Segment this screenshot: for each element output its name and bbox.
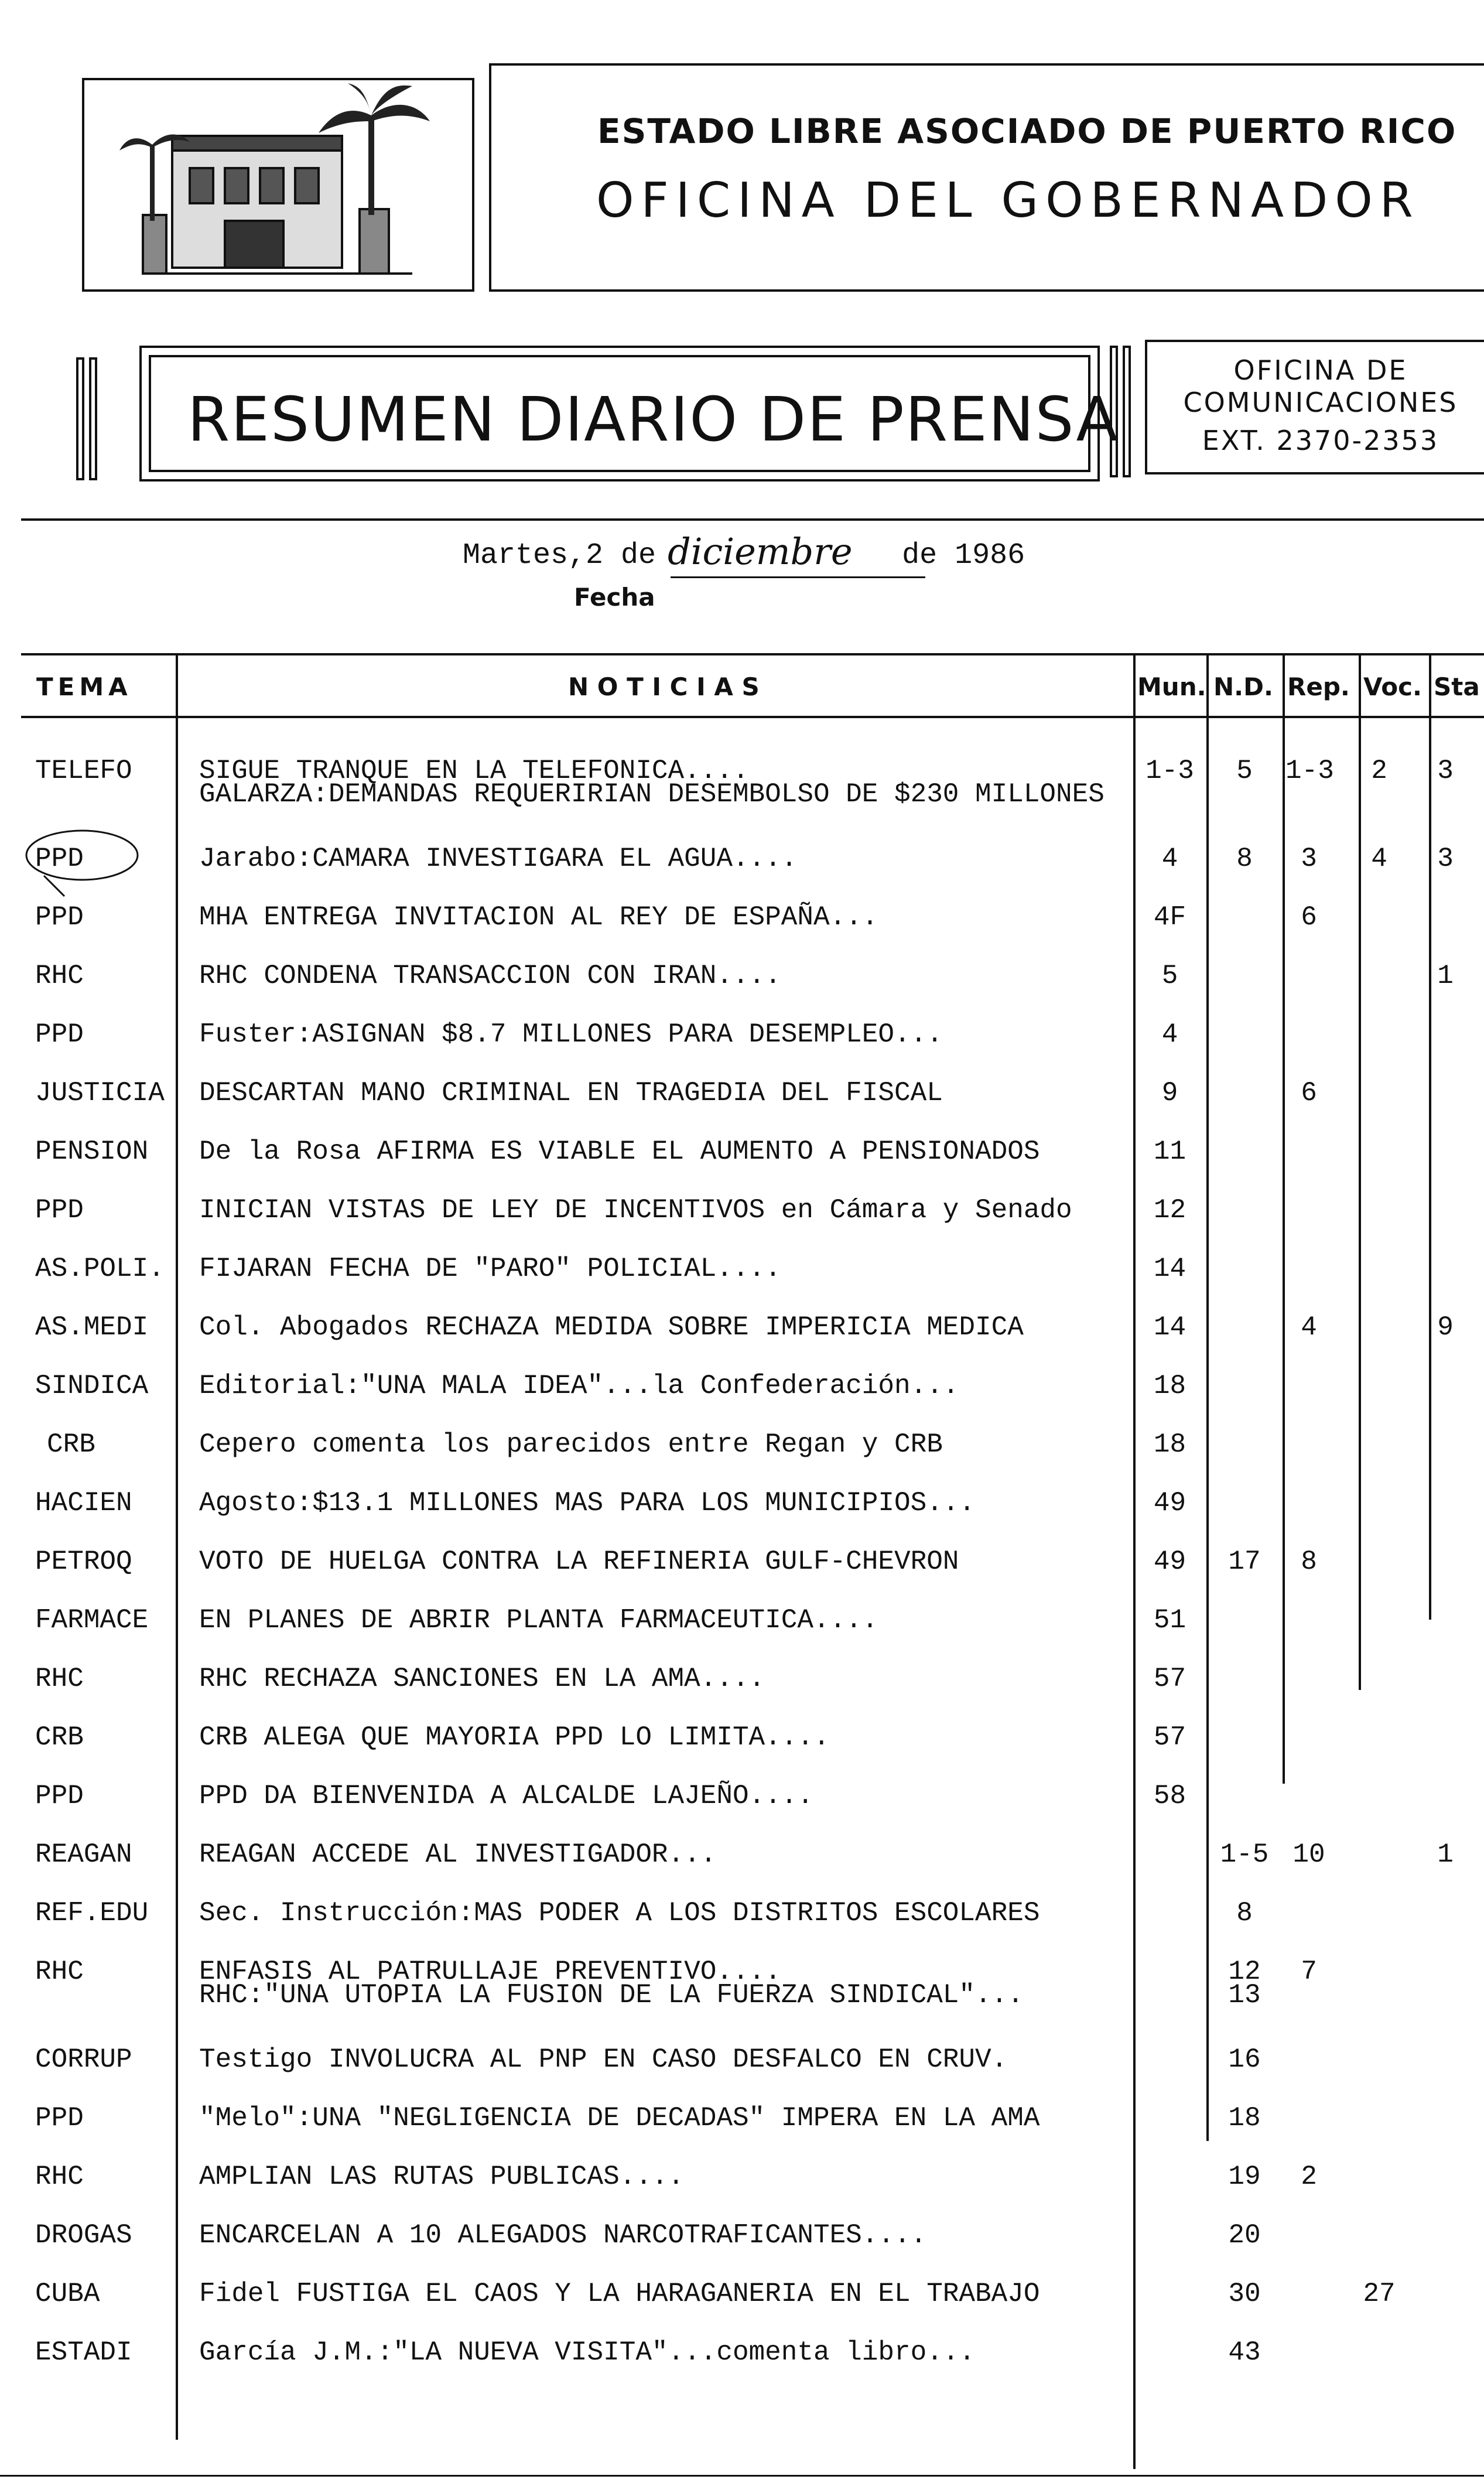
comms-line2: COMUNICACIONES: [1183, 387, 1458, 418]
header-mun: Mun.: [1137, 672, 1206, 701]
fecha-prefix: Martes,2 de: [463, 539, 656, 572]
mun-cell: [1136, 2337, 1203, 2372]
header-sta: Sta: [1434, 672, 1480, 701]
voc-cell: [1362, 1195, 1397, 1230]
tema-cell: PPD: [35, 1195, 84, 1225]
sta-cell: 3: [1437, 756, 1454, 786]
sta-cell: [1434, 1722, 1457, 1757]
noticia-cell: ENCARCELAN A 10 ALEGADOS NARCOTRAFICANTES....: [199, 2220, 927, 2251]
voc-cell: [1362, 1078, 1397, 1113]
voc-cell: [1362, 1488, 1397, 1523]
fecha-suffix: de 1986: [902, 539, 1025, 572]
tema-cell: PENSION: [35, 1136, 149, 1167]
nd-cell: [1209, 902, 1280, 937]
header-voc: Voc.: [1363, 672, 1422, 701]
tema-cell: REAGAN: [35, 1839, 132, 1870]
bottom-rule: [0, 2475, 1484, 2477]
comms-line3: EXT. 2370-2353: [1202, 425, 1439, 456]
tema-cell: CRB: [35, 1722, 84, 1753]
rep-cell: [1285, 1429, 1332, 1464]
mun-cell: [1136, 2103, 1203, 2138]
tema-cell: HACIEN: [35, 1488, 132, 1518]
table-header-top-rule: [21, 653, 1484, 655]
col-divider-mun: [1133, 653, 1136, 2469]
col-divider-nd: [1206, 653, 1209, 2141]
nd-cell: [1209, 1781, 1280, 1816]
logo-frame: [82, 78, 474, 292]
nd-cell: [1209, 1722, 1280, 1757]
noticia-cell: Jarabo:CAMARA INVESTIGARA EL AGUA....: [199, 844, 798, 874]
mun-cell: 4: [1161, 844, 1178, 874]
noticia-cell: FIJARAN FECHA DE "PARO" POLICIAL....: [199, 1254, 781, 1284]
sta-cell: [1434, 1429, 1457, 1464]
sta-cell: [1434, 1898, 1457, 1933]
voc-cell: [1362, 1136, 1397, 1172]
nd-cell: [1209, 1429, 1280, 1464]
tema-cell: ESTADI: [35, 2337, 132, 2368]
sta-cell: [1434, 2220, 1457, 2255]
voc-cell: [1362, 2103, 1397, 2138]
sta-cell: [1434, 2161, 1457, 2197]
estado-heading: ESTADO LIBRE ASOCIADO DE PUERTO RICO: [597, 111, 1457, 151]
noticia-cell: Cepero comenta los parecidos entre Regan y CRB: [199, 1429, 943, 1460]
voc-cell: [1362, 1781, 1397, 1816]
voc-cell: [1362, 1664, 1397, 1699]
tema-cell: RHC: [35, 1664, 84, 1694]
rep-cell: 2: [1301, 2161, 1317, 2192]
tema-cell: PPD: [35, 1019, 84, 1050]
sta-cell: [1434, 1019, 1457, 1054]
rep-cell: [1285, 2279, 1332, 2314]
voc-cell: [1362, 1956, 1397, 1992]
tema-cell: PPD: [35, 844, 84, 874]
sta-cell: [1434, 1546, 1457, 1582]
sta-cell: [1434, 1136, 1457, 1172]
rep-cell: [1285, 1254, 1332, 1289]
tema-cell: RHC: [35, 2161, 84, 2192]
rep-cell: [1285, 1195, 1332, 1230]
sta-cell: 3: [1437, 844, 1454, 874]
voc-cell: [1362, 902, 1397, 937]
mun-cell: 1-3: [1146, 756, 1194, 786]
voc-cell: [1362, 1371, 1397, 1406]
rep-cell: [1285, 2103, 1332, 2138]
col-divider-tema: [176, 653, 178, 2440]
noticia-cell: RHC CONDENA TRANSACCION CON IRAN....: [199, 961, 781, 991]
sta-cell: [1434, 902, 1457, 937]
noticia-cell: PPD DA BIENVENIDA A ALCALDE LAJEÑO....: [199, 1781, 813, 1811]
tema-cell: AS.MEDI: [35, 1312, 149, 1343]
nd-cell: 8: [1236, 844, 1253, 874]
noticia-cell: REAGAN ACCEDE AL INVESTIGADOR...: [199, 1839, 717, 1870]
tema-cell: PPD: [35, 2103, 84, 2133]
nd-cell: [1209, 1664, 1280, 1699]
sta-cell: [1434, 2103, 1457, 2138]
mun-cell: 11: [1153, 1136, 1186, 1167]
governor-house-logo: [84, 80, 472, 289]
noticia-cell: Fuster:ASIGNAN $8.7 MILLONES PARA DESEMPLEO...: [199, 1019, 943, 1050]
sta-cell: 1: [1437, 1839, 1454, 1870]
table-header-bottom-rule: [21, 716, 1484, 718]
noticia-cell: ENFASIS AL PATRULLAJE PREVENTIVO....: [199, 1956, 781, 1987]
date-underline: [671, 576, 925, 578]
header-nd: N.D.: [1213, 672, 1273, 701]
voc-cell: [1362, 1312, 1397, 1347]
rep-cell: 6: [1301, 1078, 1317, 1108]
rep-cell: 3: [1301, 844, 1317, 874]
mun-cell: [1136, 1898, 1203, 1933]
voc-cell: [1362, 1722, 1397, 1757]
mun-cell: 4F: [1153, 902, 1186, 933]
noticia-cell: Agosto:$13.1 MILLONES MAS PARA LOS MUNICIPIOS...: [199, 1488, 976, 1518]
tema-cell: CORRUP: [35, 2044, 132, 2075]
sta-cell: 1: [1437, 961, 1454, 991]
noticia-cell: De la Rosa AFIRMA ES VIABLE EL AUMENTO A PENSIONADOS: [199, 1136, 1040, 1167]
voc-cell: [1362, 2161, 1397, 2197]
sta-cell: [1434, 1605, 1457, 1640]
mun-cell: 14: [1153, 1312, 1186, 1343]
rep-cell: [1285, 1898, 1332, 1933]
nd-cell: 8: [1236, 1898, 1253, 1928]
voc-cell: [1362, 961, 1397, 996]
nd-cell: 20: [1228, 2220, 1261, 2251]
noticia-cell: INICIAN VISTAS DE LEY DE INCENTIVOS en Cámara y Senado: [199, 1195, 1072, 1225]
header-rep: Rep.: [1287, 672, 1350, 701]
tema-cell: PPD: [35, 902, 84, 933]
noticia-cell: CRB ALEGA QUE MAYORIA PPD LO LIMITA....: [199, 1722, 830, 1753]
sta-cell: [1434, 2279, 1457, 2314]
voc-cell: 4: [1371, 844, 1387, 874]
noticia-cell: García J.M.:"LA NUEVA VISITA"...comenta libro...: [199, 2337, 976, 2368]
nd-cell: [1209, 1195, 1280, 1230]
voc-cell: 2: [1371, 756, 1387, 786]
sta-cell: [1434, 1371, 1457, 1406]
nd-cell: [1209, 1078, 1280, 1113]
nd-cell-line2: 13: [1228, 1980, 1261, 2010]
tema-cell: SINDICA: [35, 1371, 149, 1401]
nd-cell: 5: [1236, 756, 1253, 786]
sta-cell: 9: [1437, 1312, 1454, 1343]
mun-cell: [1136, 2161, 1203, 2197]
header-noticias: N O T I C I A S: [568, 672, 760, 701]
fecha-month-handwritten: diciembre: [668, 530, 853, 573]
mid-bar-2: [1123, 346, 1131, 477]
rep-cell: [1285, 1136, 1332, 1172]
nd-cell: [1209, 1136, 1280, 1172]
nd-cell: [1209, 1605, 1280, 1640]
header-tema: TEMA: [36, 672, 132, 701]
noticia-cell: VOTO DE HUELGA CONTRA LA REFINERIA GULF-CHEVRON: [199, 1546, 959, 1577]
voc-cell: [1362, 2220, 1397, 2255]
sta-cell: [1434, 1488, 1457, 1523]
tema-cell: CUBA: [35, 2279, 100, 2309]
sta-cell: [1434, 1956, 1457, 1992]
nd-cell: [1209, 1254, 1280, 1289]
rep-cell: 10: [1292, 1839, 1325, 1870]
rep-cell: [1285, 1781, 1332, 1816]
nd-cell: 30: [1228, 2279, 1261, 2309]
voc-cell: [1362, 1019, 1397, 1054]
tema-cell: CRB: [47, 1429, 95, 1460]
noticia-cell: SIGUE TRANQUE EN LA TELEFONICA....: [199, 756, 749, 786]
rep-cell: [1285, 2220, 1332, 2255]
mid-bar-1: [1110, 346, 1118, 477]
left-bar-1: [76, 357, 84, 480]
top-rule: [21, 518, 1484, 521]
tema-cell: RHC: [35, 1956, 84, 1987]
noticia-cell: DESCARTAN MANO CRIMINAL EN TRAGEDIA DEL FISCAL: [199, 1078, 943, 1108]
mun-cell: [1136, 1839, 1203, 1874]
noticia-cell: "Melo":UNA "NEGLIGENCIA DE DECADAS" IMPERA EN LA AMA: [199, 2103, 1040, 2133]
rep-cell: 8: [1301, 1546, 1317, 1577]
noticia-cell: Col. Abogados RECHAZA MEDIDA SOBRE IMPERICIA MEDICA: [199, 1312, 1024, 1343]
tema-cell: TELEFO: [35, 756, 132, 786]
tema-cell: PETROQ: [35, 1546, 132, 1577]
sta-cell: [1434, 1195, 1457, 1230]
nd-cell: [1209, 961, 1280, 996]
noticia-cell: Testigo INVOLUCRA AL PNP EN CASO DESFALCO EN CRUV.: [199, 2044, 1008, 2075]
rep-cell: [1285, 2044, 1332, 2079]
rep-cell: [1285, 1605, 1332, 1640]
mun-cell: 58: [1153, 1781, 1186, 1811]
comms-line1: OFICINA DE: [1233, 354, 1408, 386]
rep-cell: 7: [1301, 1956, 1317, 1987]
col-divider-rep: [1283, 653, 1285, 1784]
mun-cell: 14: [1153, 1254, 1186, 1284]
rep-cell: 4: [1301, 1312, 1317, 1343]
rep-cell: [1285, 2337, 1332, 2372]
noticia-cell: Sec. Instrucción:MAS PODER A LOS DISTRITOS ESCOLARES: [199, 1898, 1040, 1928]
mun-cell: 9: [1161, 1078, 1178, 1108]
mun-cell: 57: [1153, 1722, 1186, 1753]
tema-cell: DROGAS: [35, 2220, 132, 2251]
mun-cell: [1136, 2220, 1203, 2255]
nd-cell: [1209, 1019, 1280, 1054]
mun-cell: 51: [1153, 1605, 1186, 1635]
resumen-title: RESUMEN DIARIO DE PRENSA: [187, 384, 1119, 455]
tema-cell: PPD: [35, 1781, 84, 1811]
mun-cell: 4: [1161, 1019, 1178, 1050]
sta-cell: [1434, 1781, 1457, 1816]
col-divider-voc: [1359, 653, 1361, 1690]
noticia-cell: Fidel FUSTIGA EL CAOS Y LA HARAGANERIA EN EL TRABAJO: [199, 2279, 1040, 2309]
left-bar-2: [89, 357, 97, 480]
rep-cell: [1285, 1019, 1332, 1054]
mun-cell: [1136, 2279, 1203, 2314]
mun-cell: 18: [1153, 1429, 1186, 1460]
voc-cell: [1362, 1546, 1397, 1582]
mun-cell: [1136, 1956, 1203, 1992]
mun-cell: 5: [1161, 961, 1178, 991]
rep-cell: [1285, 1664, 1332, 1699]
noticia-cell: Editorial:"UNA MALA IDEA"...la Confederación...: [199, 1371, 959, 1401]
tema-cell: REF.EDU: [35, 1898, 149, 1928]
nd-cell: 16: [1228, 2044, 1261, 2075]
noticia-cell: MHA ENTREGA INVITACION AL REY DE ESPAÑA...: [199, 902, 878, 933]
tema-cell: JUSTICIA: [35, 1078, 165, 1108]
sta-cell: [1434, 2337, 1457, 2372]
rep-cell: [1285, 1488, 1332, 1523]
sta-cell: [1434, 1254, 1457, 1289]
noticia-cell: AMPLIAN LAS RUTAS PUBLICAS....: [199, 2161, 685, 2192]
oficina-heading: OFICINA DEL GOBERNADOR: [596, 173, 1420, 228]
noticia-cell: RHC RECHAZA SANCIONES EN LA AMA....: [199, 1664, 765, 1694]
mun-cell: 49: [1153, 1488, 1186, 1518]
voc-cell: [1362, 1605, 1397, 1640]
mun-cell: 49: [1153, 1546, 1186, 1577]
nd-cell: 19: [1228, 2161, 1261, 2192]
rep-cell: [1285, 961, 1332, 996]
tema-cell: AS.POLI.: [35, 1254, 165, 1284]
nd-cell: 17: [1228, 1546, 1261, 1577]
nd-cell: 43: [1228, 2337, 1261, 2368]
rep-cell: [1285, 1722, 1332, 1757]
tema-cell: FARMACE: [35, 1605, 149, 1635]
voc-cell: [1362, 1898, 1397, 1933]
nd-cell: 12: [1228, 1956, 1261, 1987]
mun-cell: 12: [1153, 1195, 1186, 1225]
nd-cell: 1-5: [1220, 1839, 1269, 1870]
sta-cell: [1434, 2044, 1457, 2079]
nd-cell: [1209, 1312, 1280, 1347]
voc-cell: [1362, 2337, 1397, 2372]
voc-cell: 27: [1363, 2279, 1396, 2309]
noticia-cell: EN PLANES DE ABRIR PLANTA FARMACEUTICA....: [199, 1605, 878, 1635]
tema-cell: RHC: [35, 961, 84, 991]
mun-cell: [1136, 2044, 1203, 2079]
nd-cell: 18: [1228, 2103, 1261, 2133]
rep-cell: 1-3: [1285, 756, 1334, 786]
fecha-label: Fecha: [574, 583, 655, 612]
nd-cell: [1209, 1488, 1280, 1523]
voc-cell: [1362, 1429, 1397, 1464]
mun-cell: 57: [1153, 1664, 1186, 1694]
sta-cell: [1434, 1664, 1457, 1699]
voc-cell: [1362, 1839, 1397, 1874]
mun-cell: 18: [1153, 1371, 1186, 1401]
sta-cell: [1434, 1078, 1457, 1113]
voc-cell: [1362, 2044, 1397, 2079]
rep-cell: 6: [1301, 902, 1317, 933]
rep-cell: [1285, 1371, 1332, 1406]
noticia-cell-line2: RHC:"UNA UTOPIA LA FUSION DE LA FUERZA SINDICAL"...: [199, 1980, 1024, 2010]
voc-cell: [1362, 1254, 1397, 1289]
noticia-cell-line2: GALARZA:DEMANDAS REQUERIRIAN DESEMBOLSO DE $230 MILLONES: [199, 779, 1105, 810]
col-divider-sta: [1429, 653, 1431, 1620]
nd-cell: [1209, 1371, 1280, 1406]
